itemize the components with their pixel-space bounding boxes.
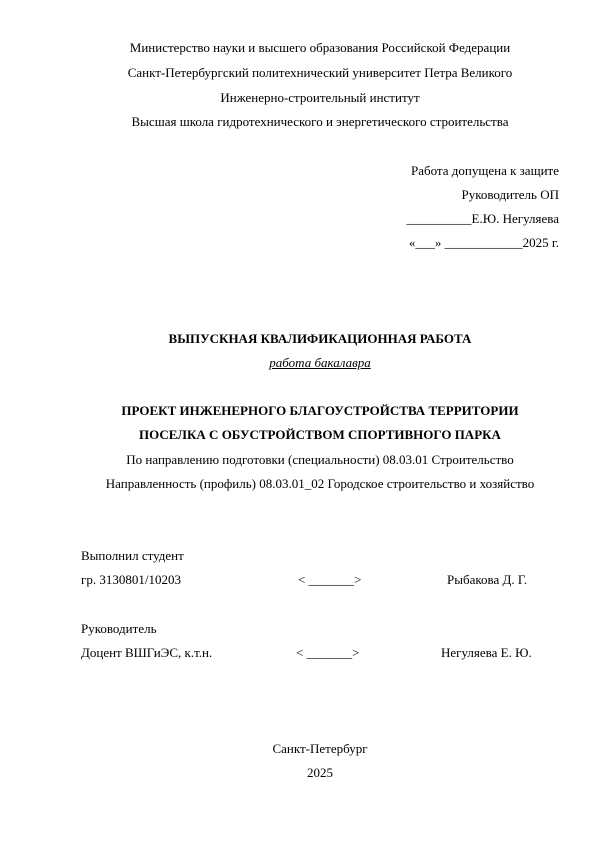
approval-date: «___» ____________2025 г.	[408, 235, 559, 250]
supervisor-signature: < _______>	[296, 645, 360, 660]
university-line: Санкт-Петербургский политехнический университет Петра Великого	[127, 65, 513, 80]
supervisor-label: Руководитель	[81, 621, 157, 636]
footer-city: Санкт-Петербург	[272, 741, 368, 756]
profile-line: Направленность (профиль) 08.03.01_02 Городское строительство и хозяйство	[105, 476, 535, 491]
work-subtype-text: работа бакалавра	[269, 355, 371, 370]
approval-signature: __________Е.Ю. Негуляева	[406, 211, 559, 226]
footer-year: 2025	[307, 765, 333, 780]
student-label: Выполнил студент	[81, 548, 184, 563]
institute-line: Инженерно-строительный институт	[220, 90, 420, 105]
work-type-title: ВЫПУСКНАЯ КВАЛИФИКАЦИОННАЯ РАБОТА	[168, 331, 472, 346]
student-name: Рыбакова Д. Г.	[447, 572, 528, 587]
topic-line-2: ПОСЕЛКА С ОБУСТРОЙСТВОМ СПОРТИВНОГО ПАРКА	[139, 427, 501, 442]
ministry-line: Министерство науки и высшего образования Российской Федерации	[129, 40, 511, 55]
work-subtype	[0, 355, 595, 371]
approval-admitted: Работа допущена к защите	[410, 163, 559, 178]
approval-head: Руководитель ОП	[461, 187, 559, 202]
student-signature: < _______>	[298, 572, 362, 587]
school-line: Высшая школа гидротехнического и энергетического строительства	[131, 114, 509, 129]
supervisor-name: Негуляева Е. Ю.	[441, 645, 532, 660]
topic-line-1: ПРОЕКТ ИНЖЕНЕРНОГО БЛАГОУСТРОЙСТВА ТЕРРИТОРИИ	[121, 403, 519, 418]
supervisor-position: Доцент ВШГиЭС, к.т.н.	[81, 645, 213, 660]
direction-line: По направлению подготовки (специальности) 08.03.01 Строительство	[126, 452, 514, 467]
student-group: гр. 3130801/10203	[81, 572, 181, 587]
